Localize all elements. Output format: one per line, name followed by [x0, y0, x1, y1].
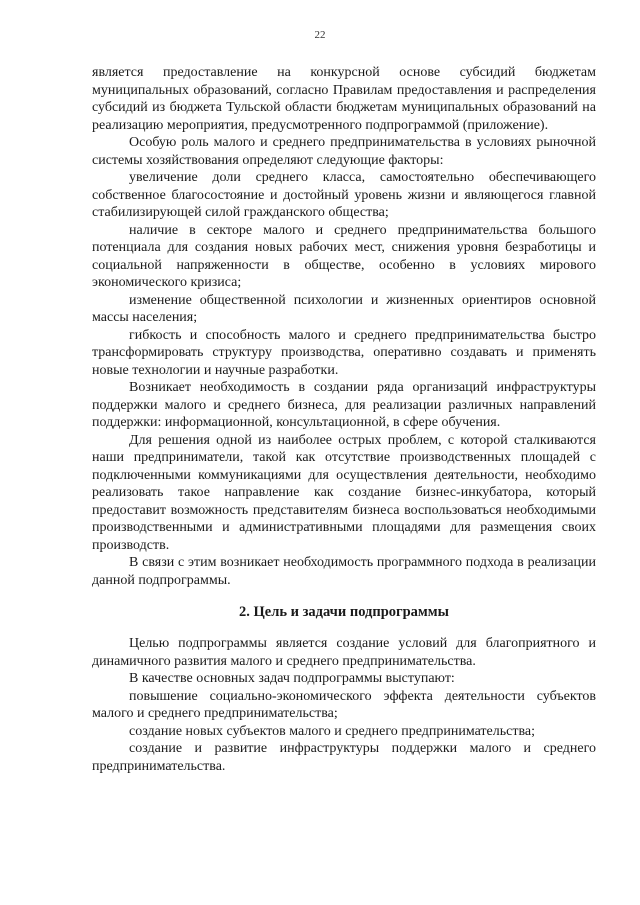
list-item: создание новых субъектов малого и среднего предпринимательства; [129, 723, 535, 739]
paragraph: Возникает необходимость в создании ряда организаций инфраструктуры поддержки малого и среднего бизнеса, для реализации различных направлений поддержки: информационной, консультационной, в сфере обучения. [92, 380, 596, 430]
list-item: увеличение доли среднего класса, самостоятельно обеспечивающего собственное благосостояние и достойный уровень жизни и являющегося главной стабилизирующей силой гражданского общества; [92, 170, 596, 220]
paragraph: В связи с этим возникает необходимость программного подхода в реализации данной подпрограммы. [92, 555, 596, 588]
document-body [92, 64, 596, 775]
page-number: 22 [314, 29, 326, 41]
intro-section [92, 64, 596, 589]
goals-section [92, 635, 596, 775]
list-item: наличие в секторе малого и среднего предпринимательства большого потенциала для создания новых рабочих мест, снижения уровня безработицы и социальной напряженности в обществе, особенно в условиях мирового экономического кризиса; [92, 222, 596, 290]
paragraph: Целью подпрограммы является создание условий для благоприятного и динамичного развития малого и среднего предпринимательства. [92, 636, 596, 669]
list-item: создание и развитие инфраструктуры поддержки малого и среднего предпринимательства. [92, 741, 596, 774]
paragraph: В качестве основных задач подпрограммы выступают: [129, 671, 455, 686]
paragraph: Особую роль малого и среднего предпринимательства в условиях рыночной системы хозяйствования определяют следующие факторы: [92, 135, 596, 168]
paragraph: Для решения одной из наиболее острых проблем, с которой сталкиваются наши предприниматели, такой как отсутствие производственных площадей с подключенными коммуникациями для осуществления деятельности, необходимо реализовать такое направление как создание бизнес-инкубатора, который предоставит возможность представителям бизнеса воспользоваться необходимыми производственными и административными площадями для размещения своих производств. [92, 432, 596, 553]
section-heading: 2. Цель и задачи подпрограммы [238, 604, 450, 620]
list-item: повышение социально-экономического эффекта деятельности субъектов малого и среднего предпринимательства; [92, 688, 596, 721]
paragraph: является предоставление на конкурсной основе субсидий бюджетам муниципальных образований, согласно Правилам предоставления и распределения субсидий из бюджета Тульской области бюджетам муниципальных образований на реализацию мероприятия, предусмотренного подпрограммой (приложение). [92, 65, 596, 133]
list-item: изменение общественной психологии и жизненных ориентиров основной массы населения; [92, 292, 596, 325]
list-item: гибкость и способность малого и среднего предпринимательства быстро трансформировать структуру производства, оперативно создавать и применять новые технологии и научные разработки. [92, 327, 596, 378]
